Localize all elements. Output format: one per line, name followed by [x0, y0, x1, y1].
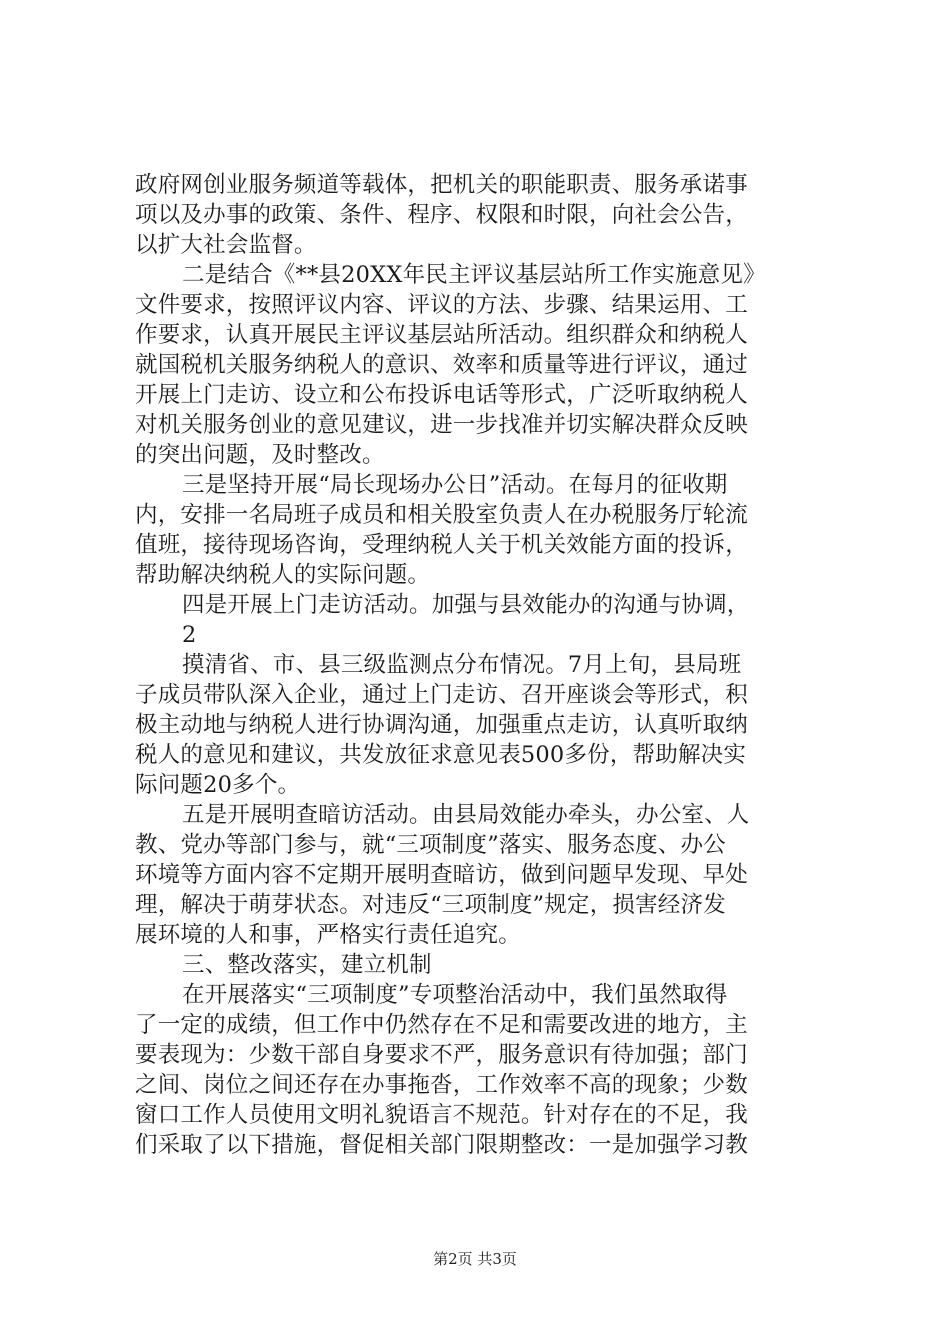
text-line: 在开展落实“三项制度”专项整治活动中，我们虽然取得 — [182, 982, 728, 1008]
text-line: 摸清省、市、县三级监测点分布情况。7月上旬，县局班 — [182, 652, 742, 678]
text-line: 际问题20多个。 — [135, 772, 301, 798]
text-line: 文件要求，按照评议内容、评议的方法、步骤、结果运用、工 — [135, 292, 748, 318]
text-line: 开展上门走访、设立和公布投诉电话等形式，广泛听取纳税人 — [135, 382, 748, 408]
text-line: 三是坚持开展“局长现场办公日”活动。在每月的征收期 — [182, 472, 728, 498]
text-line: 环境等方面内容不定期开展明查暗访，做到问题早发现、早处 — [135, 862, 748, 888]
text-line: 对机关服务创业的意见建议，进一步找准并切实解决群众反映 — [135, 412, 748, 438]
text-line: 的突出问题，及时整改。 — [135, 442, 385, 468]
text-line: 以扩大社会监督。 — [135, 232, 317, 258]
text-line: 展环境的人和事，严格实行责任追究。 — [135, 922, 521, 948]
text-line: 教、党办等部门参与，就“三项制度”落实、服务态度、办公 — [135, 832, 726, 858]
text-line: 三、整改落实，建立机制 — [182, 952, 432, 978]
text-line: 了一定的成绩，但工作中仍然存在不足和需要改进的地方，主 — [135, 1012, 748, 1038]
text-line: 四是开展上门走访活动。加强与县效能办的沟通与协调， — [182, 592, 750, 618]
text-line: 值班，接待现场咨询，受理纳税人关于机关效能方面的投诉， — [135, 532, 748, 558]
text-line: 要表现为：少数干部自身要求不严，服务意识有待加强；部门 — [135, 1042, 748, 1068]
page-footer: 第2页 共3页 — [433, 1250, 517, 1268]
text-line: 内，安排一名局班子成员和相关股室负责人在办税服务厅轮流 — [135, 502, 748, 528]
text-line: 们采取了以下措施，督促相关部门限期整改：一是加强学习教 — [135, 1132, 748, 1158]
text-line: 二是结合《**县20XX年民主评议基层站所工作实施意见》 — [182, 262, 766, 288]
text-line: 理，解决于萌芽状态。对违反“三项制度”规定，损害经济发 — [135, 892, 726, 918]
text-line: 作要求，认真开展民主评议基层站所活动。组织群众和纳税人 — [135, 322, 748, 348]
text-line: 极主动地与纳税人进行协调沟通，加强重点走访，认真听取纳 — [135, 712, 748, 738]
text-line: 之间、岗位之间还存在办事拖沓，工作效率不高的现象；少数 — [135, 1072, 748, 1098]
text-line: 窗口工作人员使用文明礼貌语言不规范。针对存在的不足，我 — [135, 1102, 748, 1128]
text-line: 税人的意见和建议，共发放征求意见表500多份，帮助解决实 — [135, 742, 747, 768]
text-line: 五是开展明查暗访活动。由县局效能办牵头，办公室、人 — [182, 802, 750, 828]
text-line: 政府网创业服务频道等载体，把机关的职能职责、服务承诺事 — [135, 172, 748, 198]
text-line: 帮助解决纳税人的实际问题。 — [135, 562, 431, 588]
document-body — [135, 170, 831, 1160]
text-line: 项以及办事的政策、条件、程序、权限和时限，向社会公告， — [135, 202, 748, 228]
text-line: 就国税机关服务纳税人的意识、效率和质量等进行评议，通过 — [135, 352, 748, 378]
text-line: 子成员带队深入企业，通过上门走访、召开座谈会等形式，积 — [135, 682, 748, 708]
page-number-marker: 2 — [182, 622, 197, 648]
